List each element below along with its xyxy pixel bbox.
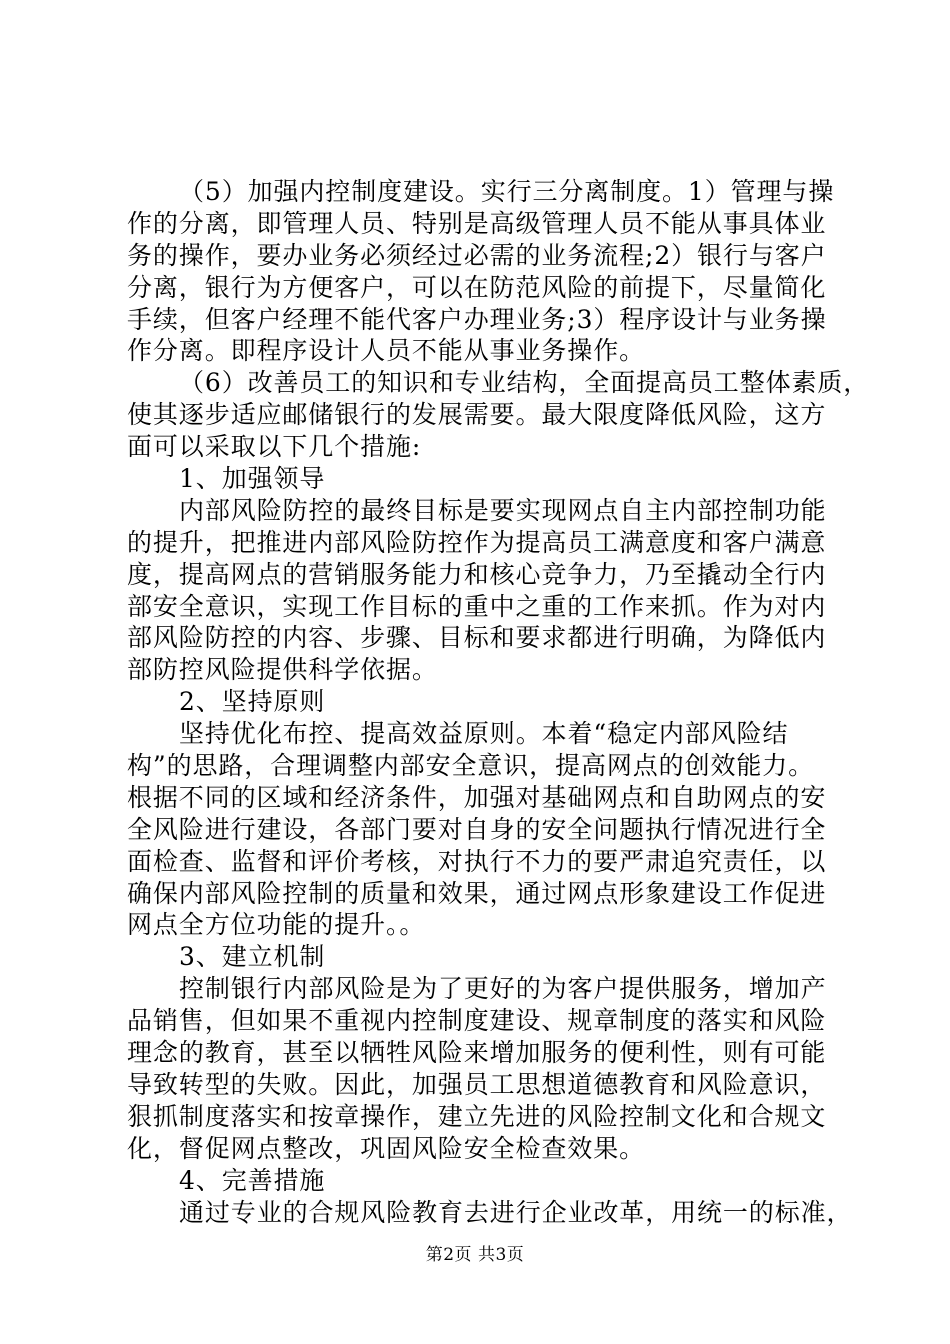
page-number-footer: 第2页 共3页	[425, 1245, 525, 1265]
section-heading: 2、坚持原则	[179, 687, 326, 717]
text-line: 化，督促网点整改，巩固风险安全检查效果。	[127, 1133, 646, 1163]
text-line: 务的操作，要办业务必须经过必需的业务流程;2）银行与客户	[127, 240, 827, 270]
text-line: （5）加强内控制度建设。实行三分离制度。1）管理与操	[179, 177, 835, 206]
text-line: 导致转型的失败。因此，加强员工思想道德教育和风险意识，	[127, 1069, 827, 1099]
text-line: 控制银行内部风险是为了更好的为客户提供服务，增加产	[179, 974, 827, 1004]
text-line: 理念的教育，甚至以牺牲风险来增加服务的便利性，则有可能	[127, 1038, 827, 1068]
text-line: （6）改善员工的知识和专业结构，全面提高员工整体素质，	[179, 368, 870, 398]
text-line: 部防控风险提供科学依据。	[127, 655, 438, 685]
text-line: 全风险进行建设，各部门要对自身的安全问题执行情况进行全	[127, 814, 827, 844]
text-line: 构”的思路，合理调整内部安全意识，提高网点的创效能力。	[127, 751, 815, 781]
section-heading: 4、完善措施	[179, 1165, 326, 1195]
section-heading: 1、加强领导	[179, 464, 326, 494]
text-line: 手续，但客户经理不能代客户办理业务;3）程序设计与业务操	[127, 304, 827, 334]
text-line: 部风险防控的内容、步骤、目标和要求都进行明确，为降低内	[127, 623, 827, 653]
text-line: 作分离。即程序设计人员不能从事业务操作。	[127, 336, 646, 366]
text-line: 确保内部风险控制的质量和效果，通过网点形象建设工作促进	[127, 878, 827, 908]
text-line: 内部风险防控的最终目标是要实现网点自主内部控制功能	[179, 495, 827, 525]
text-line: 面可以采取以下几个措施:	[127, 432, 422, 462]
text-line: 通过专业的合规风险教育去进行企业改革，用统一的标准，	[179, 1197, 853, 1227]
text-line: 网点全方位功能的提升。。	[127, 910, 426, 940]
document-body	[127, 176, 870, 1228]
text-line: 作的分离，即管理人员、特别是高级管理人员不能从事具体业	[127, 208, 827, 238]
text-line: 部安全意识，实现工作目标的重中之重的工作来抓。作为对内	[127, 591, 827, 621]
text-line: 分离，银行为方便客户，可以在防范风险的前提下，尽量简化	[127, 272, 827, 302]
text-line: 使其逐步适应邮储银行的发展需要。最大限度降低风险，这方	[127, 400, 827, 430]
text-line: 的提升，把推进内部风险防控作为提高员工满意度和客户满意	[127, 527, 827, 557]
text-line: 面检查、监督和评价考核，对执行不力的要严肃追究责任，以	[127, 846, 827, 876]
text-line: 狠抓制度落实和按章操作，建立先进的风险控制文化和合规文	[127, 1101, 827, 1131]
text-line: 品销售，但如果不重视内控制度建设、规章制度的落实和风险	[127, 1006, 827, 1036]
text-line: 坚持优化布控、提高效益原则。本着“稳定内部风险结	[179, 719, 789, 749]
text-line: 度，提高网点的营销服务能力和核心竞争力，乃至撬动全行内	[127, 559, 827, 589]
section-heading: 3、建立机制	[179, 942, 326, 972]
text-line: 根据不同的区域和经济条件，加强对基础网点和自助网点的安	[127, 782, 827, 812]
